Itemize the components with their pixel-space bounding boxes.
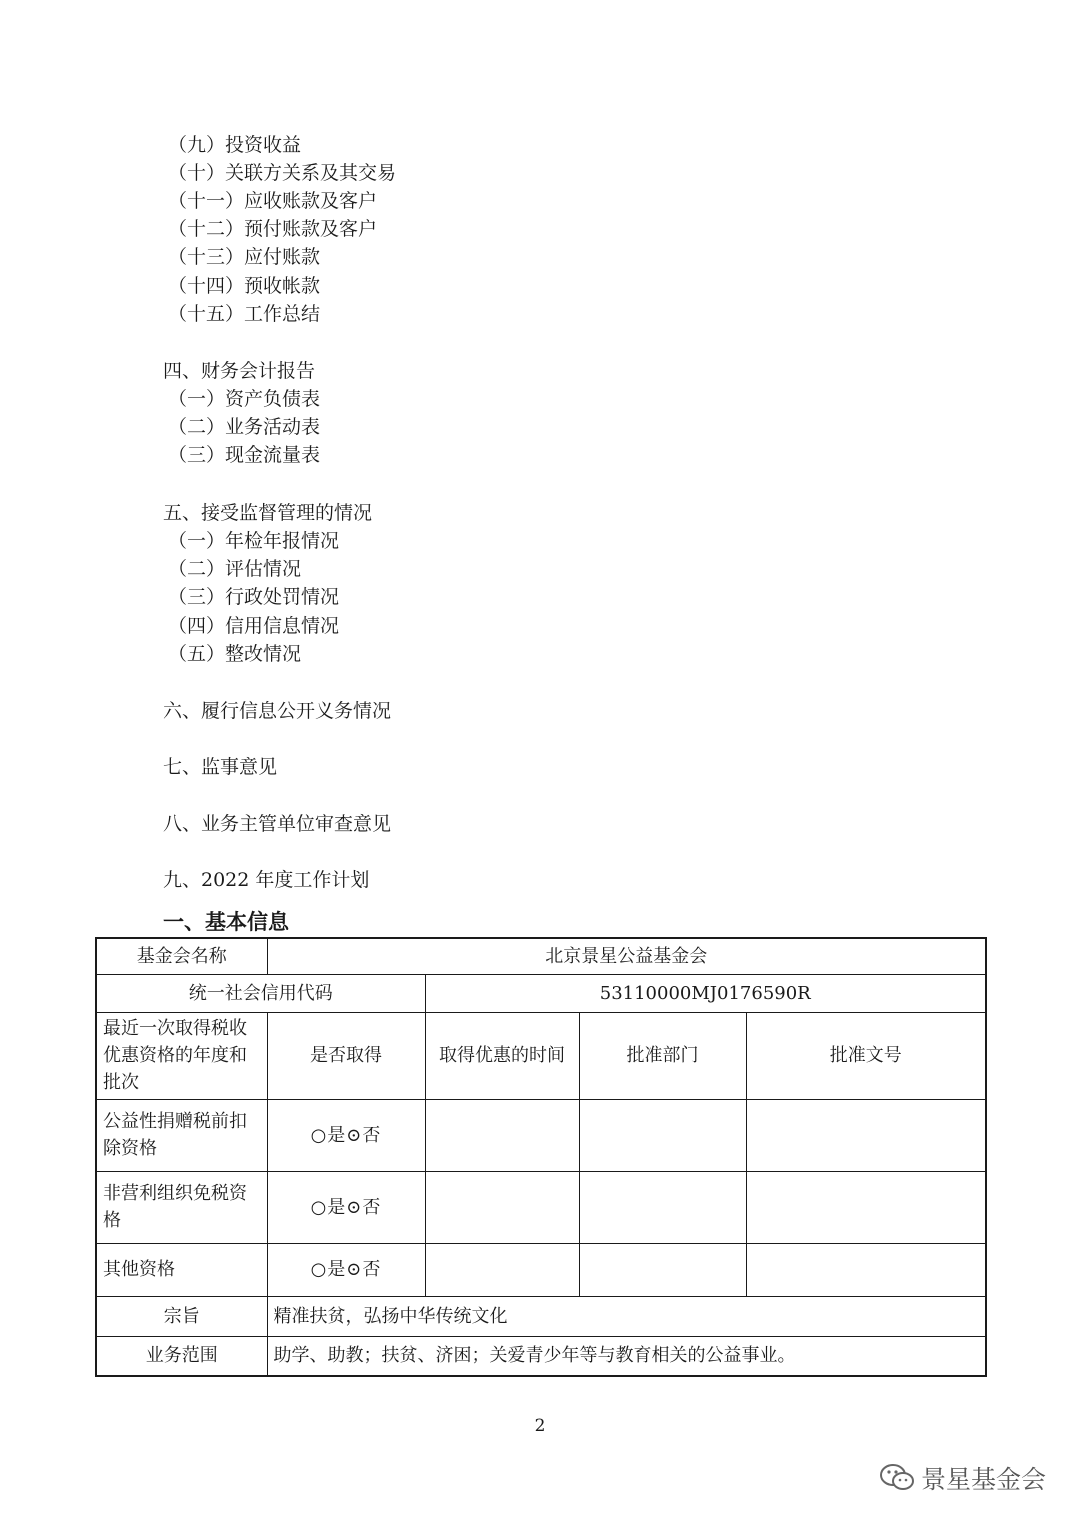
toc-item: （十二）预付账款及客户 (168, 218, 378, 240)
toc-item: （一）资产负债表 (168, 388, 321, 410)
toc-item: （十一）应收账款及客户 (168, 190, 378, 212)
obtained-header: 是否取得 (267, 1012, 425, 1099)
table-row (96, 1099, 986, 1171)
foundation-name-label: 基金会名称 (96, 938, 267, 974)
table-row (96, 1296, 986, 1336)
scope-value: 助学、助教；扶贫、济困；关爱青少年等与教育相关的公益事业。 (267, 1336, 986, 1376)
foundation-name-value: 北京景星公益基金会 (267, 938, 986, 974)
toc-item: （四）信用信息情况 (168, 615, 340, 637)
empty-cell (579, 1171, 746, 1243)
empty-cell (425, 1171, 579, 1243)
empty-cell (746, 1171, 986, 1243)
qualification-label: 非营利组织免税资格 (96, 1171, 267, 1243)
watermark-text: 景星基金会 (920, 1465, 1046, 1494)
toc-item: （九）投资收益 (168, 134, 302, 156)
empty-cell (425, 1243, 579, 1296)
obtained-radio: ○是⊙否 (267, 1171, 425, 1243)
page-number: 2 (534, 1416, 546, 1436)
empty-cell (746, 1099, 986, 1171)
wechat-icon (879, 1463, 915, 1493)
obtained-radio: ○是⊙否 (267, 1099, 425, 1171)
toc-item: （一）年检年报情况 (168, 530, 340, 552)
toc-item: （二）业务活动表 (168, 416, 321, 438)
toc-heading: 七、监事意见 (163, 756, 278, 778)
doc-header: 批准文号 (746, 1012, 986, 1099)
obtained-radio: ○是⊙否 (267, 1243, 425, 1296)
toc-heading: 五、接受监督管理的情况 (163, 502, 373, 524)
qualification-label: 其他资格 (96, 1243, 267, 1296)
empty-cell (579, 1243, 746, 1296)
toc-item: （二）评估情况 (168, 558, 302, 580)
toc-item: （五）整改情况 (168, 643, 302, 665)
dept-header: 批准部门 (579, 1012, 746, 1099)
toc-heading: 六、履行信息公开义务情况 (163, 700, 392, 722)
credit-code-label: 统一社会信用代码 (96, 974, 425, 1012)
toc-item: （三）现金流量表 (168, 444, 321, 466)
qualification-label: 公益性捐赠税前扣除资格 (96, 1099, 267, 1171)
table-row (96, 1336, 986, 1376)
basic-info-table (95, 937, 987, 1377)
empty-cell (425, 1099, 579, 1171)
table-row (96, 974, 986, 1012)
empty-cell (746, 1243, 986, 1296)
toc-heading: 八、业务主管单位审查意见 (163, 813, 392, 835)
tax-qualification-header: 最近一次取得税收优惠资格的年度和批次 (96, 1012, 267, 1099)
table-row (96, 1171, 986, 1243)
purpose-label: 宗旨 (96, 1296, 267, 1336)
toc-item: （十三）应付账款 (168, 246, 321, 268)
toc-item: （十五）工作总结 (168, 303, 321, 325)
empty-cell (579, 1099, 746, 1171)
time-header: 取得优惠的时间 (425, 1012, 579, 1099)
table-row (96, 1012, 986, 1099)
section-title: 一、基本信息 (163, 910, 289, 934)
credit-code-value: 53110000MJ0176590R (425, 974, 986, 1012)
toc-heading: 九、2022 年度工作计划 (163, 869, 370, 891)
toc-item: （三）行政处罚情况 (168, 586, 340, 608)
toc-heading: 四、财务会计报告 (163, 360, 316, 382)
toc-item: （十）关联方关系及其交易 (168, 162, 397, 184)
purpose-value: 精准扶贫，弘扬中华传统文化 (267, 1296, 986, 1336)
watermark (879, 1460, 1046, 1496)
toc-item: （十四）预收帐款 (168, 275, 321, 297)
scope-label: 业务范围 (96, 1336, 267, 1376)
table-row (96, 938, 986, 974)
table-row (96, 1243, 986, 1296)
